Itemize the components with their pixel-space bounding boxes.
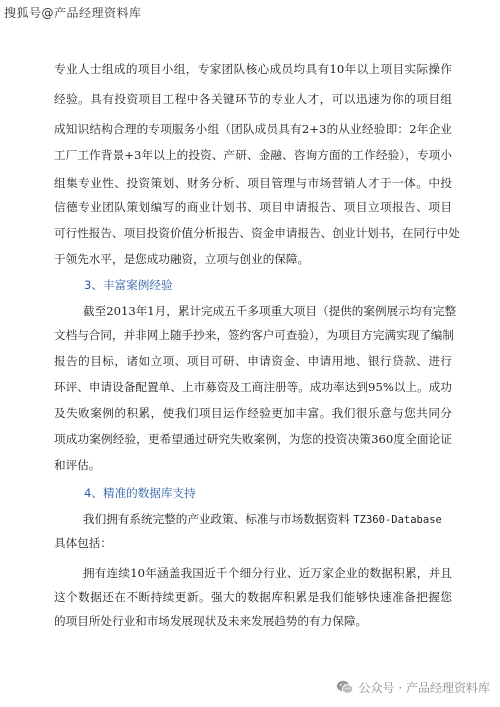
text-line: 组集专业性、投资策划、财务分析、项目管理与市场营销人才于一体。中投: [54, 176, 452, 190]
text-line: 专业人士组成的项目小组，专家团队核心成员均具有10年以上项目实际操作: [54, 62, 452, 76]
text-line: 具体包括：: [54, 536, 112, 550]
text-line: 经验。具有投资项目工程中各关键环节的专业人才，可以迅速为你的项目组: [54, 92, 452, 106]
text-line: 项成功案例经验，更希望通过研究失败案例，为您的投资决策360度全面论证: [54, 432, 452, 446]
watermark-top: 搜狐号@产品经理资料库: [4, 6, 142, 20]
text-line: 的项目所处行业和市场发展现状及未来发展趋势的有力保障。: [54, 614, 368, 628]
text-segment: 我们拥有系统完整的产业政策、标准与市场数据资料: [83, 512, 354, 526]
watermark-bottom: [336, 679, 490, 696]
text-line: [83, 511, 442, 528]
text-line: 环评、申请设备配置单、上市募资及工商注册等。成功率达到95%以上。成功: [54, 380, 452, 394]
text-line: 拥有连续10年涵盖我国近千个细分行业、近万家企业的数据积累，并且: [83, 566, 452, 580]
section-heading: 4、精准的数据库支持: [84, 486, 196, 500]
section-heading: 3、丰富案例经验: [84, 278, 173, 292]
text-line: 这个数据还在不断持续更新。强大的数据库积累是我们能够快速准备把握您: [54, 590, 452, 604]
text-line: 成知识结构合理的专项服务小组（团队成员具有2+3的从业经验即：2年企业: [54, 122, 452, 136]
text-line: 可行性报告、项目投资价值分析报告、资金申请报告、创业计划书，在同行中处: [54, 226, 460, 240]
text-line: 及失败案例的积累，使我们项目运作经验更加丰富。我们很乐意与您共同分: [54, 406, 452, 420]
text-line: 截至2013年1月，累计完成五千多项重大项目（提供的案例展示均有完整: [83, 304, 457, 318]
database-code: TZ360-Database: [353, 514, 442, 526]
wechat-icon: [336, 680, 354, 695]
text-line: 文档与合同，并非网上随手抄来，签约客户可查验），为项目方完满实现了编制: [54, 328, 454, 342]
text-line: 于领先水平，是您成功融资，立项与创业的保障。: [54, 252, 310, 266]
text-line: 和评估。: [54, 458, 101, 472]
text-line: 信德专业团队策划编写的商业计划书、项目申请报告、项目立项报告、项目: [54, 200, 452, 214]
text-line: 工厂工作背景+3年以上的投资、产研、金融、咨询方面的工作经验），专项小: [54, 148, 452, 162]
text-line: 报告的目标，诸如立项、项目可研、申请资金、申请用地、银行贷款、进行: [54, 354, 452, 368]
watermark-label: 公众号 · 产品经理资料库: [358, 681, 490, 695]
